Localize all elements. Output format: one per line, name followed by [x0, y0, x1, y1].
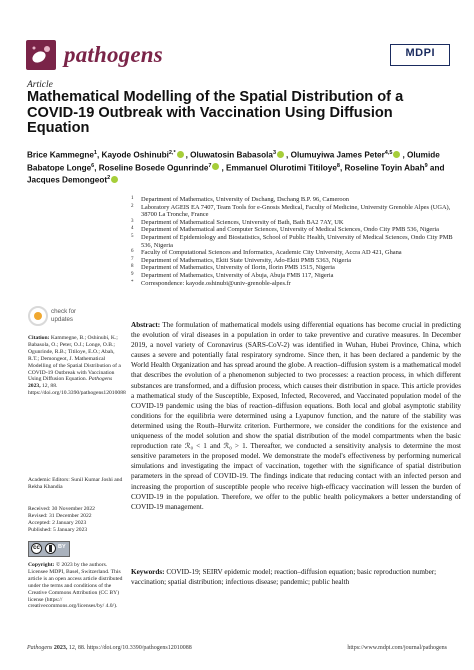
author-name: Kayode Oshinubi: [101, 150, 169, 160]
article-type: Article: [27, 80, 53, 90]
keywords: [131, 567, 461, 587]
abstract-label: Abstract:: [131, 321, 161, 329]
orcid-icon[interactable]: [177, 151, 184, 158]
affiliation-item: [131, 257, 461, 265]
author-affiliation-mark: 7: [208, 162, 212, 169]
pathogens-logo-icon: [26, 40, 56, 70]
author-affiliation-mark: 2,*: [168, 150, 176, 156]
author-name: Oluwatosin Babasola: [190, 150, 273, 160]
author-separator: ,: [185, 150, 191, 160]
citation-year: 2023,: [28, 383, 41, 390]
author-list: [27, 148, 447, 186]
author-affiliation-mark: 6: [91, 162, 95, 169]
affiliation-number: 9: [131, 271, 134, 277]
orcid-icon[interactable]: [277, 151, 284, 158]
author-affiliation-mark: 9: [424, 162, 428, 169]
affiliation-item: [131, 226, 461, 234]
abstract: [131, 320, 461, 512]
check-updates-icon: [28, 306, 48, 326]
footer-journal: Pathogens: [27, 645, 53, 651]
check-updates-line2: updates: [51, 315, 74, 323]
keywords-label: Keywords:: [131, 568, 165, 576]
orcid-icon[interactable]: [111, 176, 118, 183]
affiliation-number: 7: [131, 256, 134, 262]
citation-journal: Pathogens: [88, 376, 113, 383]
footer-doi[interactable]: 12, 88. https://doi.org/10.3390/pathogens12010088: [68, 645, 192, 651]
affiliation-number: 4: [131, 226, 134, 232]
date-list: [28, 506, 126, 534]
affiliation-item: [131, 196, 461, 204]
affiliation-text: Laboratory AGEIS EA 7407, Team Tools for e-Gnosis Medical, Faculty of Medicine, University Grenoble Alpes (UGA), 38700 La Tronche, France: [141, 203, 451, 219]
author-name: Roseline Bosede Ogunrinde: [98, 163, 209, 173]
footer-year: 2023,: [53, 645, 68, 651]
attribution-icon: [45, 543, 56, 554]
cc-icon: cc: [31, 543, 42, 554]
author-separator: ,: [96, 150, 102, 160]
affiliation-number: 5: [131, 233, 134, 239]
affiliation-text: Correspondence: kayode.oshinubi@univ-grenoble-alpes.fr: [141, 279, 291, 287]
copyright-label: Copyright:: [28, 562, 55, 568]
author-separator: ,: [286, 150, 291, 160]
citation-block: [28, 335, 126, 397]
author-separator: ,: [339, 163, 345, 173]
author-name: Olumide Babatope Longe: [27, 150, 440, 173]
author-name: Brice Kammegne: [27, 150, 94, 160]
affiliation-text: Faculty of Computational Sciences and Informatics, Academic City University, Accra AD 421, Ghana: [141, 249, 402, 257]
author-affiliation-mark: 3: [272, 150, 277, 156]
author-name: Jacques Demongeot: [27, 176, 108, 186]
author-affiliation-mark: 2: [107, 175, 111, 182]
affiliation-text: Department of Mathematics, University of Ilorin, Ilorin PMB 1515, Nigeria: [141, 264, 335, 272]
author-name: Olumuyiwa James Peter: [290, 150, 385, 160]
author-separator: ,: [221, 163, 227, 173]
affiliation-item: [131, 249, 461, 257]
date-item: Received: 30 November 2022: [28, 506, 95, 512]
academic-editors: Academic Editors: Sunil Kumar Joshi and Rekha Khandia: [28, 477, 123, 490]
affiliation-text: Department of Mathematical and Computer Sciences, University of Medical Sciences, Ondo City PMB 536, Nigeria: [141, 226, 439, 234]
author-name: Roseline Toyin Abah: [344, 163, 425, 173]
affiliation-number: 1: [131, 196, 134, 201]
mdpi-wordmark: MDPI: [405, 47, 435, 59]
author-affiliation-mark: 1: [93, 150, 97, 156]
date-item: Published: 5 January 2023: [28, 526, 88, 533]
citation-doi[interactable]: 12, 88. https://doi.org/10.3390/pathogens12010088: [28, 383, 126, 397]
footer-journal-url[interactable]: https://www.mdpi.com/journal/pathogens: [347, 645, 447, 651]
affiliation-number: *: [131, 279, 134, 285]
affiliation-text: Department of Mathematics, University of Dschang, Dschang B.P. 96, Cameroon: [141, 196, 350, 203]
journal-name: pathogens: [64, 42, 163, 67]
cc-by-label: BY: [58, 544, 66, 550]
affiliation-number: 3: [131, 218, 134, 224]
article-title: Mathematical Modelling of the Spatial Distribution of a COVID-19 Outbreak with Vaccination Using Diffusion Equation: [27, 89, 404, 137]
orcid-icon[interactable]: [393, 151, 400, 158]
copyright-text: © 2023 by the authors. Licensee MDPI, Basel, Switzerland. This article is an open access article distributed under the terms and conditions of the Creative Commons Attribution (CC BY) license (https:// creativecommons.org/licenses/by/ 4.0/).: [28, 562, 123, 610]
date-item: Accepted: 2 January 2023: [28, 519, 87, 526]
affiliation-number: 8: [131, 264, 134, 270]
affiliation-text: Department of Mathematics, Ekiti State University, Ado-Ekiti PMB 5363, Nigeria: [141, 256, 352, 264]
abstract-text: The formulation of mathematical models using differential equations has become crucial in predicting the evolution of viral diseases in a population in order to take preventive and curative measures. In December 2019, a novel variety of Coronavirus (SARS-CoV-2) was identified in Wuhan, Hubei Province, China, which causes a severe and potentially fatal respiratory syndrome. Since then, it has been declared a pandemic by the World Health Organization and has spread around the globe. A reaction–diffusion system is a mathematical model that describes the evolution of a phenomenon subjected to two processes: a reaction process, in which different substances are transformed, and a diffusion process, which causes their distribution in space. This article provides a mathematical study of the Susceptible, Exposed, Infected, Recovered, and Vaccinated population model of the COVID-19 pandemic using the bias of reaction–diffusion equations. Both local and global asymptotic stability conditions for the equilibria were determined using a Lyapunov function, and the nature of the stability was determined using the Routh–Hurwitz criterion. Furthermore, we consider the conditions for the existence and uniqueness of the model solution and show the spatial distribution of the model compartments when the basic reproduction rate ℛ₀ < 1 and ℛ₀ > 1. Thereafter, we conducted a sensitivity analysis to determine the most sensitive parameters in the proposed model. We demonstrate the model's effectiveness by performing numerical simulations and investigating the impact of vaccination, together with the significance of spatial distribution parameters in the spread of COVID-19. The findings indicate that reducing contact with an infected person and increasing the proportion of susceptible people who receive high-efficacy vaccination will lessen the burden of COVID-19 in the population. Therefore, we offer to the public health policymakers a better understanding of COVID-19 management.: [131, 321, 461, 511]
citation-label: Citation:: [28, 335, 50, 341]
check-updates-line1: check for: [51, 308, 77, 315]
author-separator: ,: [402, 150, 408, 160]
affiliation-number: 2: [131, 203, 134, 209]
author-name: Emmanuel Olurotimi Titiloye: [226, 163, 337, 173]
orcid-icon[interactable]: [212, 163, 219, 170]
affiliation-item: [131, 280, 461, 288]
affiliation-text: Department of Mathematical Sciences, University of Bath, Bath BA2 7AY, UK: [141, 218, 344, 226]
affiliation-item: [131, 272, 461, 280]
author-separator: and: [427, 163, 445, 173]
affiliation-number: 6: [131, 249, 134, 255]
date-item: Revised: 31 December 2022: [28, 512, 92, 519]
keywords-text: COVID-19; SEIRV epidemic model; reaction–diffusion equation; basic reproduction number; vaccination; spatial distribution; infectious disease; pandemic; public health: [131, 568, 437, 587]
cc-by-license-badge[interactable]: [28, 541, 70, 557]
author-affiliation-mark: 8: [336, 162, 340, 169]
citation-text: Kammegne, B.; Oshinubi, K.; Babasola, O.; Peter, O.J.; Longe, O.B.; Ogunrinde, R.B.; Titiloye, E.O.; Abah, R.T.; Demongeot, J. Mathematical Modelling of the Spatial Distribution of a COVID-19 Outbreak with Vaccination Using Diffusion Equation.: [28, 335, 121, 383]
affiliation-text: Department of Mathematics, University of Abuja, Abuja FMB 117, Nigeria: [141, 271, 334, 279]
page-footer: [27, 645, 447, 651]
author-separator: ,: [94, 163, 99, 173]
check-for-updates-badge[interactable]: [28, 306, 118, 328]
affiliation-item: [131, 264, 461, 272]
affiliation-item: [131, 234, 461, 249]
affiliation-list: [131, 196, 461, 287]
copyright-block: [28, 562, 126, 610]
journal-header: [20, 38, 454, 72]
affiliation-item: [131, 219, 461, 227]
affiliation-item: [131, 204, 461, 219]
author-affiliation-mark: 4,5: [384, 150, 393, 156]
affiliation-text: Department of Epidemiology and Biostatistics, School of Public Health, University of Medical Sciences, Ondo City PMB 536, Nigeria: [141, 233, 453, 249]
